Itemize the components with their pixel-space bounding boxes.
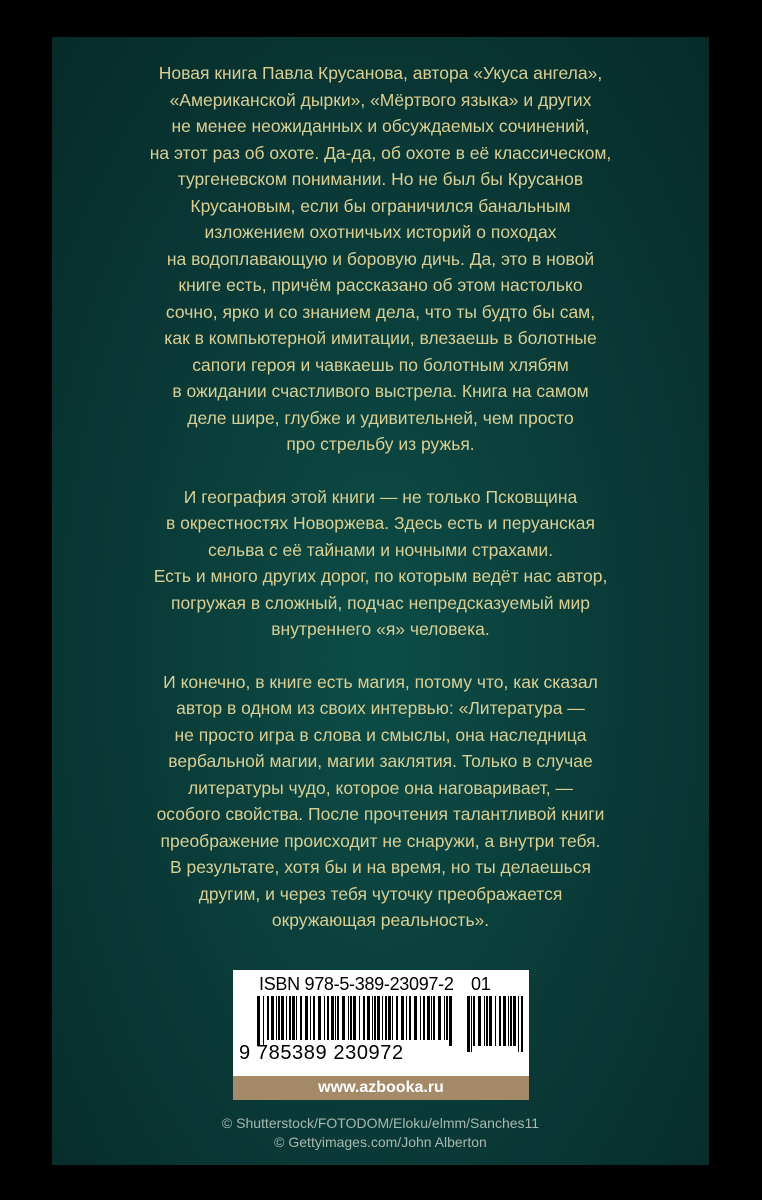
barcode-bar [420,996,421,1040]
barcode-bar [513,996,516,1046]
barcode-bar [508,996,509,1046]
barcode-bar [396,996,398,1040]
barcode-bar [331,996,334,1040]
barcode-bar [499,996,501,1046]
barcode-bar [427,996,430,1040]
barcode-bar [286,996,287,1040]
barcode-bar [438,996,441,1040]
barcode-bar [449,996,452,1046]
barcode-block [233,970,529,1100]
book-blurb [52,60,709,960]
barcode-bar [385,996,387,1040]
barcode-bar [414,996,417,1040]
barcode-bar [337,996,339,1040]
isbn-addon: 01 [471,974,491,994]
barcode-bar [377,996,380,1040]
credit-line-2: © Gettyimages.com/John Alberton [274,1134,487,1150]
barcode-bar [353,996,356,1040]
barcode-bar [444,996,445,1040]
barcode-bar [296,996,297,1040]
barcode-bar [363,996,365,1040]
barcode-bar [318,996,321,1040]
barcode-bar [473,996,475,1046]
barcode-bar [433,996,435,1040]
image-credits [52,1114,709,1152]
barcode-bar [484,996,485,1046]
barcode-bar [406,996,407,1040]
barcode-bar [313,996,315,1040]
barcode-bar [327,996,329,1040]
barcode-bar [423,996,425,1040]
blurb-paragraph-2: И география этой книги — не только Псковщина в окрестностях Новоржева. Здесь есть и перуанская сельва с её тайнами и ночными страхами. Есть и много других дорог, по которым ведёт нас автор, погружая в сложный, подчас непредсказуемый мир внутреннего «я» человека. [153,486,608,639]
barcode-bar [350,996,352,1040]
barcode-bar [521,996,523,1052]
barcode-bar [289,996,291,1040]
blurb-paragraph-1: Новая книга Павла Крусанова, автора «Укуса ангела», «Американской дырки», «Мёртвого языка» и других не менее неожиданных и обсуждаемых сочинений, на этот раз об охоте. Да-да, об охоте в её классическом, тургеневском понимании. Но не был бы Крусанов Крусановым, если бы ограничился банальным изложением охотничьих историй о походах на водоплавающую и боровую дичь. Да, это в новой книге есть, причём рассказано об этом настолько сочно, ярко и со знанием дела, что ты будто бы сам, как в компьютерной имитации, влезаешь в болотные сапоги героя и чавкаешь по болотным хлябям в ожидании счастливого выстрела. Книга на самом деле шире, глубже и удивительней, чем просто про стрельбу из ружья. [149,63,612,454]
barcode-bar [276,996,277,1040]
isbn-number: ISBN 978-5-389-23097-2 [259,974,454,994]
barcode-bar [292,996,295,1040]
barcode-bar [388,996,391,1040]
barcode-bar [467,996,470,1052]
barcode-bar [348,996,349,1040]
barcode-bar [367,996,370,1040]
publisher-url: www.azbooka.ru [233,1076,529,1100]
barcode-bar [518,996,519,1052]
barcode-bar [263,996,264,1046]
barcode-bar [257,996,260,1046]
barcode-bar [382,996,383,1040]
barcode-bar [267,996,269,1040]
barcode-bar [392,996,393,1040]
barcode-bar [342,996,345,1040]
ean-digits: 9 785389 230972 [239,1042,404,1064]
barcode-bar [489,996,492,1046]
barcode-bar [335,996,336,1040]
barcode-bar [374,996,376,1040]
barcode-bar [305,996,308,1040]
credit-line-1: © Shutterstock/FOTODOM/Eloku/elmm/Sanches11 [221,1115,540,1131]
barcode-bar [278,996,280,1040]
barcode-bar [310,996,311,1040]
barcode-bar [510,996,512,1046]
blurb-paragraph-3: И конечно, в книге есть магия, потому что, как сказал автор в одном из своих интервью: «Литература — не просто игра в слова и смыслы, она наследница вербальной магии, магии заклятия. Только в случае литературы чудо, которое она наговаривает, — особого свойства. После прочтения талантливой книги преображение происходит не снаружи, а внутри тебя. В результате, хотя бы и на время, но ты делаешься другим, и через тебя чуточку преображается окружающая реальность». [156,671,605,930]
barcode-bar [409,996,411,1040]
barcode-bar [271,996,274,1040]
barcode-bar [431,996,432,1040]
barcode-bar [372,996,373,1040]
barcode-bar [359,996,360,1040]
barcode-bar [471,996,472,1052]
barcode-bar [281,996,284,1040]
barcode-bar [401,996,404,1040]
barcode-bar [495,996,496,1046]
barcode-bar [503,996,506,1046]
barcode-bar [300,996,302,1040]
barcode-bar [486,996,488,1046]
barcode-bar [324,996,325,1040]
barcode-bar [478,996,481,1046]
barcode-bar [446,996,448,1040]
